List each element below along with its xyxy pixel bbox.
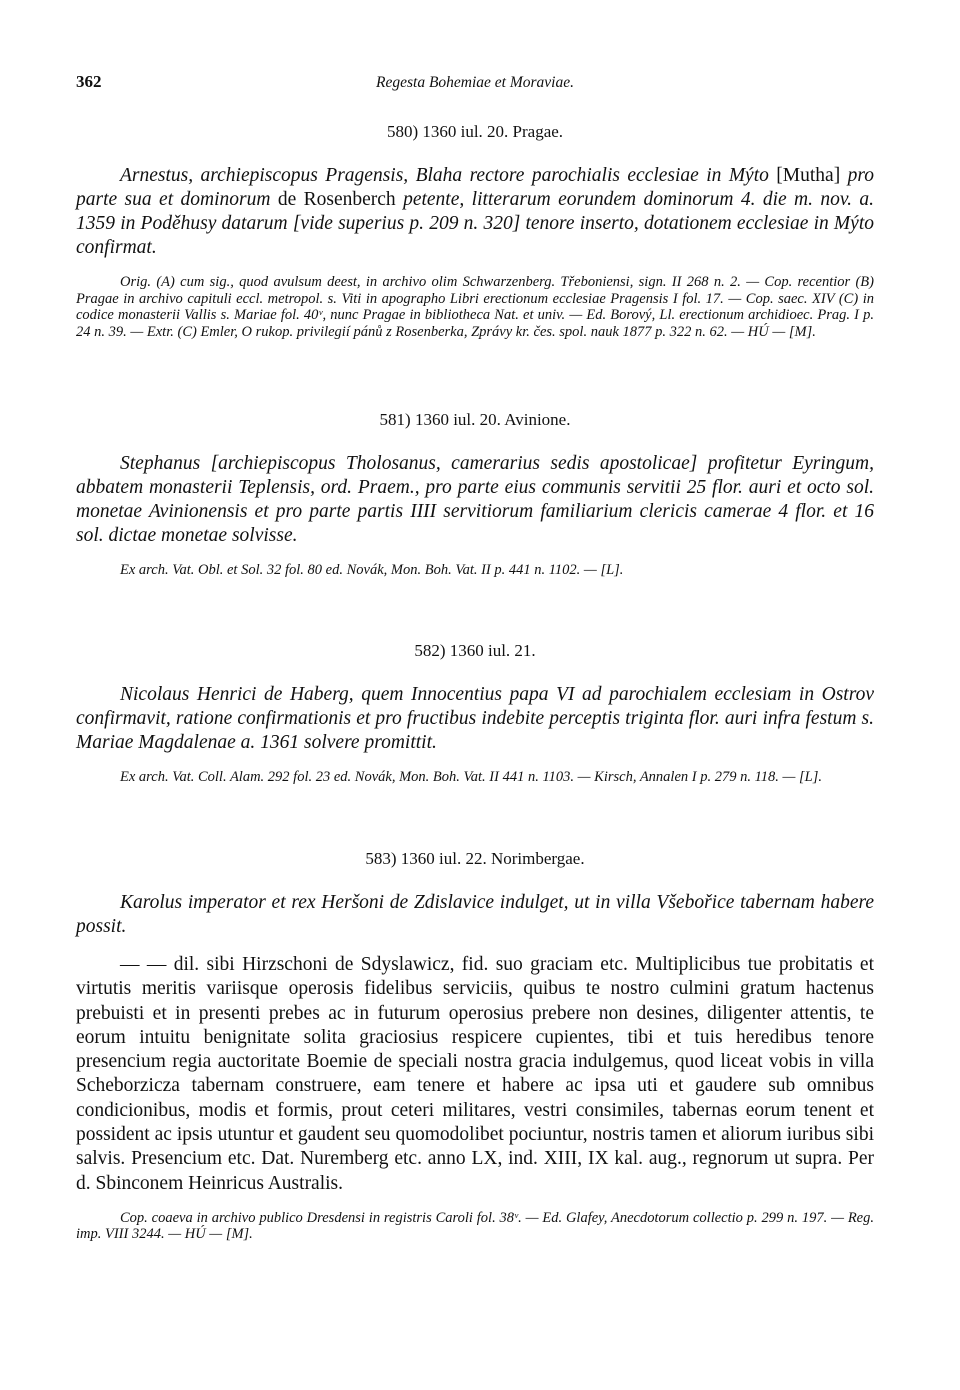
- entry-583: [76, 849, 874, 1243]
- regest-text: petente, litterarum eorundem dominorum 4. die m. nov. a. 1359 in Poděhusy datarum [vide superius p. 209 n. 320] tenore inserto, dotationem ecclesiae in Mýto confirmat.: [76, 189, 874, 258]
- entry-581: [76, 410, 874, 579]
- entry-source: Ex arch. Vat. Obl. et Sol. 32 fol. 80 ed. Novák, Mon. Boh. Vat. II p. 441 n. 1102. — [L].: [120, 562, 624, 578]
- entry-heading: 583) 1360 iul. 22. Norimbergae.: [365, 849, 585, 868]
- page-number: 362: [76, 72, 102, 91]
- entry-regest: Stephanus [archiepiscopus Tholosanus, camerarius sedis apostolicae] profitetur Eyringum, abbatem monasterii Teplensis, ord. Praem., pro parte eius communis servitii 25 flor. auri et octo sol. monetae Avinionensis et pro parte partis IIII servitiorum familiarium clericis camerae 4 flor. et 16 sol. dictae monetae solvisse.: [76, 453, 874, 546]
- entry-582: [76, 641, 874, 786]
- running-title: Regesta Bohemiae et Moraviae.: [376, 74, 574, 91]
- entry-regest: Karolus imperator et rex Heršoni de Zdislavice indulget, ut in villa Všebořice tabernam habere possit.: [76, 892, 874, 937]
- entry-regest: [76, 164, 874, 260]
- entry-source: Ex arch. Vat. Coll. Alam. 292 fol. 23 ed. Novák, Mon. Boh. Vat. II 441 n. 1103. — Kirsch, Annalen I p. 279 n. 118. — [L].: [120, 768, 823, 785]
- regest-text: pro parte sua et dominorum: [76, 165, 874, 210]
- entry-heading: 581) 1360 iul. 20. Avinione.: [379, 410, 571, 429]
- regest-text: Arnestus, archiepiscopus Pragensis, Blaha rectore parochialis ecclesiae in Mýto: [120, 165, 777, 186]
- entry-charter-text: — — dil. sibi Hirzschoni de Sdyslawicz, fid. suo graciam etc. Multiplicibus tue probitatis et virtutis meritis variisque operosis fidelibus serviciis, quibus te nostro culmini gratum hactenus prebuisti et in presenti prebes ac in futurum operosius prebere non desines, diligenter attentis, te eorum intuitu benignitate solita graciosius respicere cupientes, tibi et tuis heredibus tenore presencium regia auctoritate Boemie de speciali nostra gracia indulgemus, quod liceat vobis in villa Scheborzicza tabernam construere, eam tenere et habere ac ipsa uti et gaudere sub omnibus condicionibus, modis et formis, prout ceteri militares, vestri consimiles, tabernas eorum tenent et possident ac ipsis utuntur et gaudent seu quomodolibet pociuntur, nostris tamen et aliorum iuribus sibi salvis. Presencium etc. Dat. Nuremberg etc. anno LX, ind. XIII, IX kal. aug., regnorum ut supra. Per d. Sbinconem Heinricus Australis.: [76, 954, 874, 1194]
- entry-heading: 580) 1360 iul. 20. Pragae.: [386, 122, 564, 141]
- regest-roman-text: [Mutha]: [776, 165, 841, 186]
- entry-source: Cop. coaeva in archivo publico Dresdensi in registris Caroli fol. 38ᵛ. — Ed. Glafey, Anecdotorum collectio p. 299 n. 197. — Reg. imp. VIII 3244. — HÚ — [M].: [76, 1209, 874, 1243]
- entry-580: [76, 122, 874, 340]
- regest-roman-text: de Rosenberch: [277, 189, 396, 210]
- running-head: [76, 72, 874, 106]
- entry-heading: 582) 1360 iul. 21.: [414, 640, 536, 660]
- entry-regest: Nicolaus Henrici de Haberg, quem Innocentius papa VI ad parochialem ecclesiam in Ostrov confirmavit, ratione confirmationis et pro fructibus indebite perceptis triginta flor. auri infra festum s. Mariae Magdalenae a. 1361 solvere promittit.: [76, 683, 874, 753]
- entry-source: Orig. (A) cum sig., quod avulsum deest, in archivo olim Schwarzenberg. Třeboniensi, sign. II 268 n. 2. — Cop. recentior (B) Pragae in archivo capituli eccl. metropol. s. Viti in apographo Libri erectionum ecclesiae Pragensis I fol. 17. — Cop. saec. XIV (C) in codice monasterii Vallis s. Mariae fol. 40ᵛ, nunc Pragae in bibliotheca Nat. et univ. — Ed. Borový, Ll. erectionum archidioec. Prag. I p. 24 n. 39. — Extr. (C) Emler, O rukop. privilegií pánů z Rosenberka, Zprávy kr. čes. spol. nauk 1877 p. 322 n. 62. — HÚ — [M].: [76, 274, 874, 340]
- document-page: [76, 72, 874, 1243]
